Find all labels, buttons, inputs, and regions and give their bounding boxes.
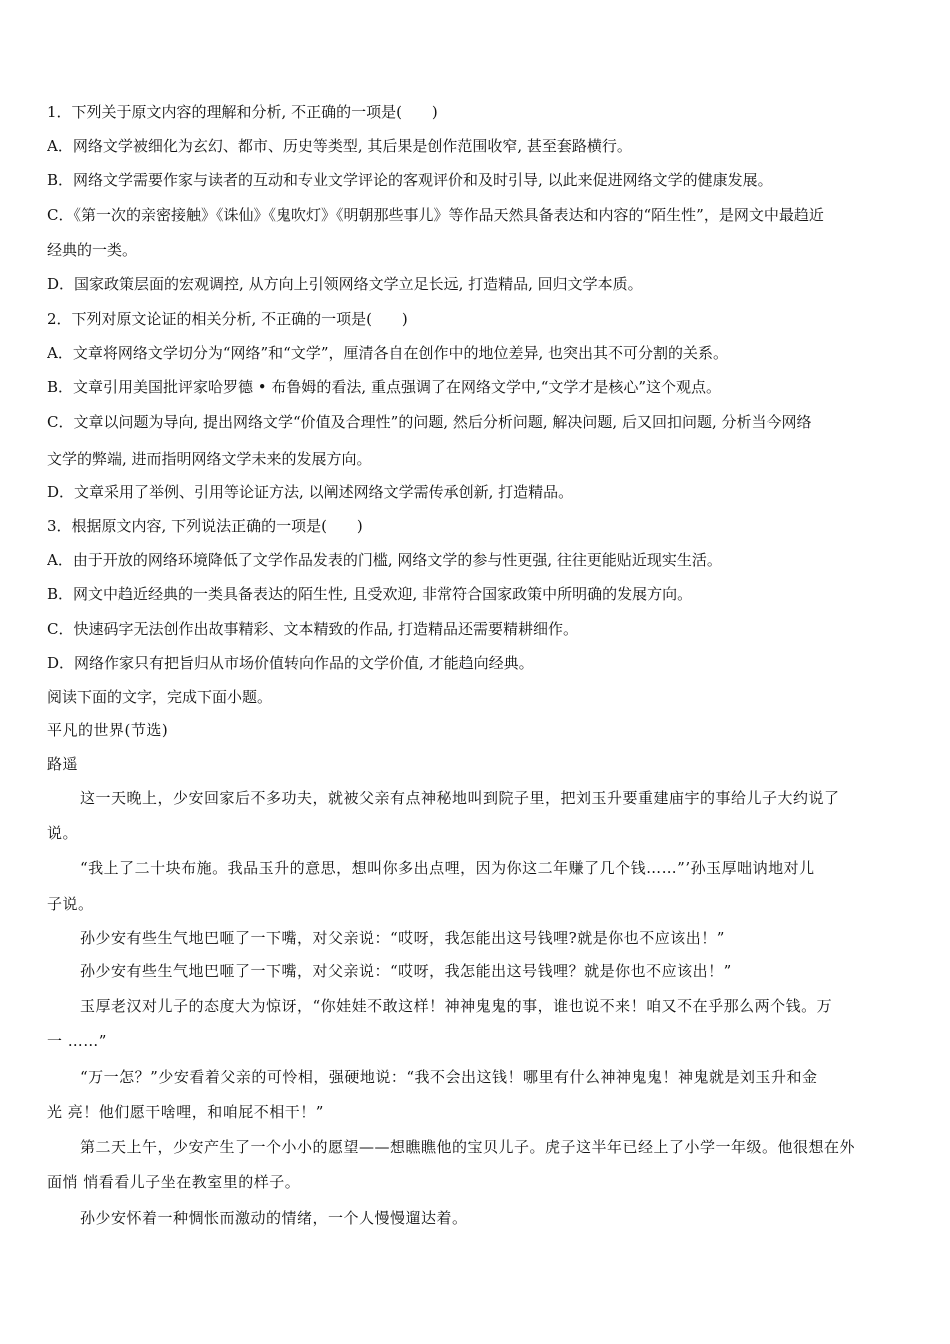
- question-3-option-c: C．快速码字无法创作出故事精彩、文本精致的作品, 打造精品还需要精耕细作。: [47, 620, 579, 638]
- question-2-option-a: A．文章将网络文学切分为“网络”和“文学”，厘清各自在创作中的地位差异, 也突出其不可分割的关系。: [47, 344, 729, 362]
- passage-paragraph-2-cont: 子说。: [47, 895, 94, 913]
- passage-title: 平凡的世界(节选): [47, 721, 169, 739]
- reading-instruction: 阅读下面的文字，完成下面小题。: [47, 688, 273, 706]
- question-3-stem: 3．根据原文内容, 下列说法正确的一项是( ): [47, 517, 363, 535]
- question-1-option-d: D．国家政策层面的宏观调控, 从方向上引领网络文学立足长远, 打造精品, 回归文学本质。: [47, 275, 643, 293]
- passage-paragraph-7: 第二天上午，少安产生了一个小小的愿望——想瞧瞧他的宝贝儿子。虎子这半年已经上了小学一年级。他很想在外: [80, 1138, 856, 1156]
- passage-paragraph-6-cont: 光 亮！他们愿干啥哩，和咱屁不相干！”: [47, 1103, 324, 1121]
- question-1-option-c-cont: 经典的一类。: [47, 241, 138, 259]
- question-1-option-a: A．网络文学被细化为玄幻、都市、历史等类型, 其后果是创作范围收窄, 甚至套路横行。: [47, 137, 632, 155]
- question-1-stem: 1．下列关于原文内容的理解和分析, 不正确的一项是( ): [47, 103, 438, 121]
- question-1-option-b: B．网络文学需要作家与读者的互动和专业文学评论的客观评价和及时引导, 以此来促进网络文学的健康发展。: [47, 171, 773, 189]
- question-2-option-c-cont: 文学的弊端, 进而指明网络文学未来的发展方向。: [47, 450, 372, 468]
- question-3-option-d: D．网络作家只有把旨归从市场价值转向作品的文学价值, 才能趋向经典。: [47, 654, 534, 672]
- passage-paragraph-5-cont: 一 ……”: [47, 1032, 107, 1050]
- passage-paragraph-7-cont: 面悄 悄看看儿子坐在教室里的样子。: [47, 1173, 301, 1191]
- passage-author: 路遥: [47, 755, 79, 773]
- question-3-option-a: A．由于开放的网络环境降低了文学作品发表的门槛, 网络文学的参与性更强, 往往更能贴近现实生活。: [47, 551, 722, 569]
- passage-paragraph-4: 孙少安有些生气地巴咂了一下嘴，对父亲说：“哎呀，我怎能出这号钱哩？就是你也不应该出！”: [80, 962, 732, 980]
- question-2-stem: 2．下列对原文论证的相关分析, 不正确的一项是( ): [47, 310, 408, 328]
- passage-paragraph-8: 孙少安怀着一种惆怅而激动的情绪，一个人慢慢遛达着。: [80, 1209, 468, 1227]
- passage-paragraph-2: “我上了二十块布施。我品玉升的意思，想叫你多出点哩，因为你这二年赚了几个钱……”’孙玉厚咄讷地对儿: [80, 859, 815, 877]
- question-3-option-b: B．网文中趋近经典的一类具备表达的陌生性, 且受欢迎, 非常符合国家政策中所明确的发展方向。: [47, 585, 693, 603]
- question-2-option-d: D．文章采用了举例、引用等论证方法, 以阐述网络文学需传承创新, 打造精品。: [47, 483, 574, 501]
- question-2-option-b: B．文章引用美国批评家哈罗德 • 布鲁姆的看法, 重点强调了在网络文学中,“文学才是核心”这个观点。: [47, 378, 722, 396]
- passage-paragraph-6: “万一怎？”少安看着父亲的可怜相，强硬地说：“我不会出这钱！哪里有什么神神鬼鬼！神鬼就是刘玉升和金: [80, 1068, 818, 1086]
- passage-paragraph-3: 孙少安有些生气地巴咂了一下嘴，对父亲说：“哎呀，我怎能出这号钱哩?就是你也不应该出！”: [80, 929, 725, 947]
- passage-paragraph-5: 玉厚老汉对儿子的态度大为惊讶，“你娃娃不敢这样！神神鬼鬼的事，谁也说不来！咱又不在乎那么两个钱。万: [80, 997, 833, 1015]
- question-1-option-c: C．《第一次的亲密接触》《诛仙》《鬼吹灯》《明朝那些事儿》等作品天然具备表达和内容的“陌生性”，是网文中最趋近: [47, 206, 824, 224]
- question-2-option-c: C．文章以问题为导向, 提出网络文学“价值及合理性”的问题, 然后分析问题, 解决问题, 后又回扣问题, 分析当今网络: [47, 413, 812, 431]
- passage-paragraph-1-cont: 说。: [47, 824, 79, 842]
- passage-paragraph-1: 这一天晚上，少安回家后不多功夫，就被父亲有点神秘地叫到院子里，把刘玉升要重建庙宇的事给儿子大约说了: [80, 789, 840, 807]
